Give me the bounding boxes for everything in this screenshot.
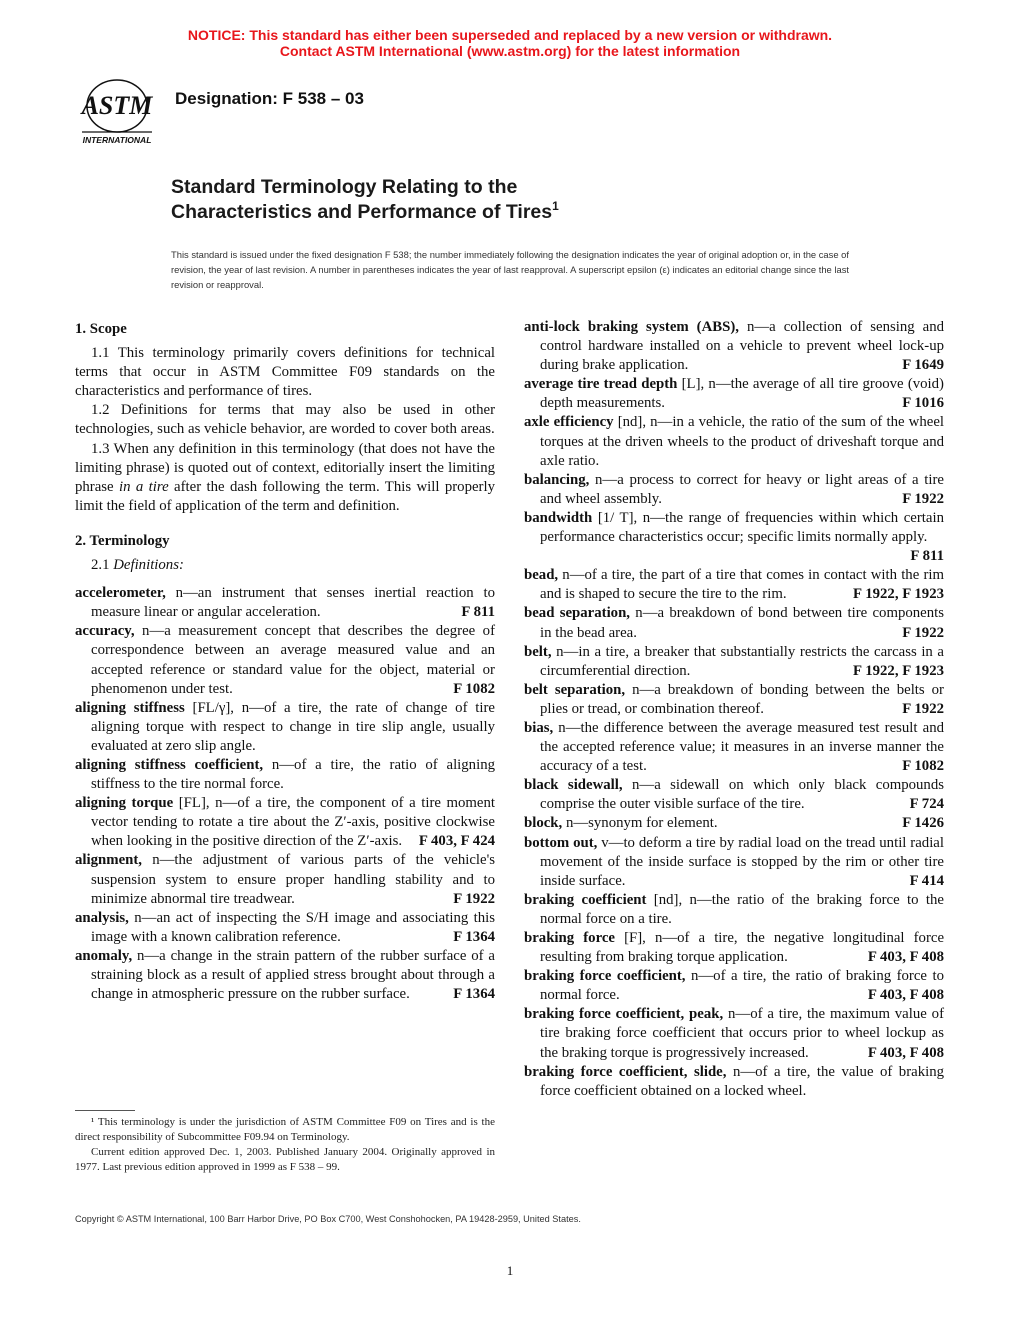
definition-body: n—a measurement concept that describes the degree of correspondence between an average measured value and an accepted reference or standard value for the object, material or phenomenon under test.	[91, 623, 495, 697]
definition-body: n—of a tire, the ratio of aligning stiffness to the tire normal force.	[91, 756, 495, 793]
definition-term: belt separation,	[524, 681, 626, 698]
definition-entry	[75, 756, 495, 794]
designation: Designation: F 538 – 03	[175, 89, 364, 108]
definition-entry	[524, 814, 944, 833]
definition-body: [FL], n—of a tire, the component of a tire moment vector tending to rotate a tire about the Z′-axis, positive clockwise when looking in the positive direction of the Z′-axis.	[91, 795, 496, 850]
definition-entry	[524, 566, 944, 604]
footnote-2: Current edition approved Dec. 1, 2003. Published January 2004. Originally approved in 1977. Last previous edition approved in 1999 as F 538 – 99.	[75, 1146, 495, 1173]
definition-entry	[75, 947, 495, 1004]
right-column	[524, 318, 944, 1101]
definition-body: n—a change in the strain pattern of the rubber surface of a straining block as a result of applied stress brought about through a change in atmospheric pressure on the rubber surface.	[91, 947, 495, 1003]
definition-term: axle efficiency	[524, 414, 614, 431]
footnotes	[75, 1110, 495, 1175]
definition-reference: F 403, F 408	[867, 1044, 944, 1061]
definition-reference: F 1922, F 1923	[853, 662, 944, 679]
definition-entry	[524, 967, 944, 1005]
logo-subtext: INTERNATIONAL	[82, 135, 152, 145]
definition-term: braking force	[524, 930, 616, 946]
notice-line-1: NOTICE: This standard has either been superseded and replaced by a new version or withdrawn.	[187, 27, 833, 43]
definition-term: block,	[524, 815, 563, 832]
definition-reference: F 1364	[453, 986, 495, 1003]
definition-reference: F 1364	[453, 928, 495, 945]
definition-term: braking force coefficient, slide,	[524, 1063, 727, 1080]
definition-term: alignment,	[75, 852, 142, 869]
title-footnote-mark: 1	[552, 199, 559, 213]
definition-entry	[524, 1063, 944, 1101]
document-title	[171, 175, 811, 225]
definition-body: n—the adjustment of various parts of the vehicle's suspension system to ensure proper handling stability and to minimize abnormal tire treadwear.	[91, 852, 495, 907]
definition-entry	[524, 776, 944, 814]
definition-body: n—the difference between the average measured test result and the accepted reference value; it measures in an inverse manner the accuracy of a test.	[540, 719, 944, 775]
definition-body: [L], n—the average of all tire groove (void) depth measurements.	[540, 376, 944, 412]
definition-entry	[524, 834, 944, 891]
definition-term: accelerometer,	[75, 585, 166, 602]
definition-body: n—a sidewall on which only black compounds comprise the outer visible surface of the tire.	[540, 777, 944, 813]
definition-reference: F 403, F 408	[867, 949, 944, 966]
definition-entry	[524, 681, 944, 719]
definition-reference: F 1922	[902, 700, 944, 717]
definition-term: accuracy,	[75, 623, 135, 640]
definition-body: [nd], n—the ratio of the braking force to the normal force on a tire.	[540, 891, 944, 927]
definition-reference: F 811	[461, 604, 495, 621]
definition-body: v—to deform a tire by radial load on the tread until radial movement of the inside surface is stopped by the rim or other tire inside surface.	[540, 834, 944, 889]
definition-body: n—in a tire, a breaker that substantially restricts the carcass in a circumferential direction.	[540, 643, 944, 679]
definition-reference: F 1922	[453, 890, 495, 907]
definition-body: n—an instrument that senses inertial reaction to measure linear or angular acceleration.	[91, 585, 495, 621]
definition-reference: F 1082	[902, 758, 944, 775]
definition-reference: F 724	[909, 796, 944, 813]
definition-term: aligning torque	[75, 795, 174, 812]
definition-body: n—of a tire, the maximum value of tire braking force coefficient that occurs prior to wheel lockup as the braking torque is progressively increased.	[540, 1006, 944, 1061]
definition-body: n—of a tire, the ratio of braking force to normal force.	[540, 968, 944, 1004]
definition-body: n—of a tire, the value of braking force coefficient obtained on a locked wheel.	[540, 1063, 945, 1099]
definition-term: analysis,	[75, 909, 129, 926]
footnote-rule	[75, 1110, 135, 1111]
definition-term: braking force coefficient, peak,	[524, 1006, 724, 1023]
scope-paragraph: 1.3 When any definition in this terminology (that does not have the limiting phrase) is quoted out of context, editorially insert the limiting phrase in a tire after the dash following the term. This will properly limit the field of application of the term and definition.	[75, 440, 495, 514]
definition-entry	[524, 891, 944, 929]
definition-body: [1/ T], n—the range of frequencies within which certain performance characteristics occur; specific limits normally apply.	[540, 509, 944, 546]
definition-entry	[75, 794, 495, 851]
definition-body: n—a breakdown of bonding between the belts or plies or tread, or combination thereof.	[540, 681, 944, 717]
definition-reference: F 403, F 408	[867, 987, 944, 1004]
footnote-1: ¹ This terminology is under the jurisdiction of ASTM Committee F09 on Tires and is the direct responsibility of Subcommittee F09.94 on Terminology.	[75, 1116, 495, 1143]
definition-term: bandwidth	[524, 509, 593, 526]
astm-logo	[74, 76, 160, 148]
definition-body: n—a breakdown of bond between tire components in the bead area.	[540, 605, 944, 641]
left-definitions	[75, 584, 495, 1004]
preamble: This standard is issued under the fixed designation F 538; the number immediately following the designation indicates the year of original adoption or, in the case of revision, the year of last revision. A number in parentheses indicates the year of last reapproval. A superscript epsilon (ε) indicates an editorial change since the last revision or reapproval.	[171, 249, 849, 290]
definition-entry	[524, 929, 944, 967]
definition-reference: F 414	[909, 872, 944, 889]
definition-entry	[75, 909, 495, 947]
definition-term: bead,	[524, 567, 559, 584]
definition-term: braking coefficient	[524, 891, 647, 908]
definition-reference: F 1649	[902, 357, 944, 374]
page-number: 1	[506, 1263, 514, 1278]
title-line-1: Standard Terminology Relating to the	[171, 176, 518, 198]
definition-term: belt,	[524, 643, 552, 660]
copyright: Copyright © ASTM International, 100 Barr Harbor Drive, PO Box C700, West Conshohocken, PA 19428-2959, United States.	[75, 1214, 581, 1224]
scope-paragraph: 1.2 Definitions for terms that may also be used in other technologies, such as vehicle behavior, are worded to cover both areas.	[75, 402, 495, 438]
definition-reference: F 1016	[902, 395, 944, 412]
definition-body: n—a collection of sensing and control hardware installed on a vehicle to prevent wheel lock-up during brake application.	[540, 319, 944, 374]
definition-entry	[524, 604, 944, 642]
definition-reference: F 1426	[902, 815, 944, 832]
definition-term: balancing,	[524, 471, 590, 488]
definition-body: n—of a tire, the part of a tire that comes in contact with the rim and is shaped to secure the tire to the rim.	[540, 567, 944, 603]
definition-reference: F 403, F 424	[418, 833, 495, 850]
definition-term: braking force coefficient,	[524, 968, 686, 985]
definition-entry	[524, 318, 944, 375]
definition-entry	[524, 375, 944, 413]
definition-term: bias,	[524, 719, 554, 736]
definition-term: anti-lock braking system (ABS),	[524, 319, 740, 335]
right-definitions	[524, 318, 944, 1101]
definition-reference: F 1922	[902, 624, 944, 641]
definition-body: n—a process to correct for heavy or light areas of a tire and wheel assembly.	[540, 471, 944, 507]
definition-entry	[524, 509, 944, 566]
notice-banner	[0, 27, 1020, 59]
definition-entry	[75, 851, 495, 908]
terminology-heading: 2. Terminology	[75, 532, 170, 549]
definition-reference: F 1922	[902, 490, 944, 507]
definition-entry	[524, 643, 944, 681]
definition-body: n—synonym for element.	[562, 815, 718, 832]
definition-entry	[75, 699, 495, 756]
definition-term: aligning stiffness coefficient,	[75, 756, 264, 773]
definition-entry	[75, 584, 495, 622]
definition-entry	[524, 1005, 944, 1062]
definition-reference: F 1922, F 1923	[853, 586, 944, 603]
definition-body: [nd], n—in a vehicle, the ratio of the sum of the wheel torques at the driven wheels to the product of driveshaft torque and axle ratio.	[540, 414, 944, 469]
definition-term: black sidewall,	[524, 777, 623, 794]
scope-heading: 1. Scope	[75, 321, 127, 337]
left-column	[75, 318, 495, 1004]
definitions-subheading: 2.1 Definitions:	[91, 557, 184, 574]
definition-term: bottom out,	[524, 834, 598, 851]
definition-entry	[524, 719, 944, 776]
definition-reference: F 811	[910, 548, 944, 565]
definition-body: [FL/γ], n—of a tire, the rate of change of tire aligning torque with respect to change in tire slip angle, usually evaluated at zero slip angle.	[91, 699, 495, 754]
definition-term: bead separation,	[524, 605, 631, 622]
definition-entry	[524, 471, 944, 509]
definition-reference: F 1082	[453, 680, 495, 697]
definition-entry	[524, 413, 944, 470]
definition-term: average tire tread depth	[524, 376, 678, 393]
scope-paragraph: 1.1 This terminology primarily covers definitions for technical terms that occur in ASTM Committee F09 standards on the characteristics and performance of tires.	[75, 345, 495, 400]
definition-term: aligning stiffness	[75, 699, 185, 716]
definition-body: [F], n—of a tire, the negative longitudinal force resulting from braking torque application.	[540, 930, 945, 966]
notice-line-2: Contact ASTM International (www.astm.org) for the latest information	[279, 43, 741, 59]
title-line-2: Characteristics and Performance of Tires$^1$	[171, 199, 559, 223]
definition-body: n—an act of inspecting the S/H image and associating this image with a known calibration reference.	[91, 909, 495, 945]
definition-entry	[75, 622, 495, 698]
definition-term: anomaly,	[75, 947, 133, 964]
logo-text: ASTM	[81, 91, 153, 120]
